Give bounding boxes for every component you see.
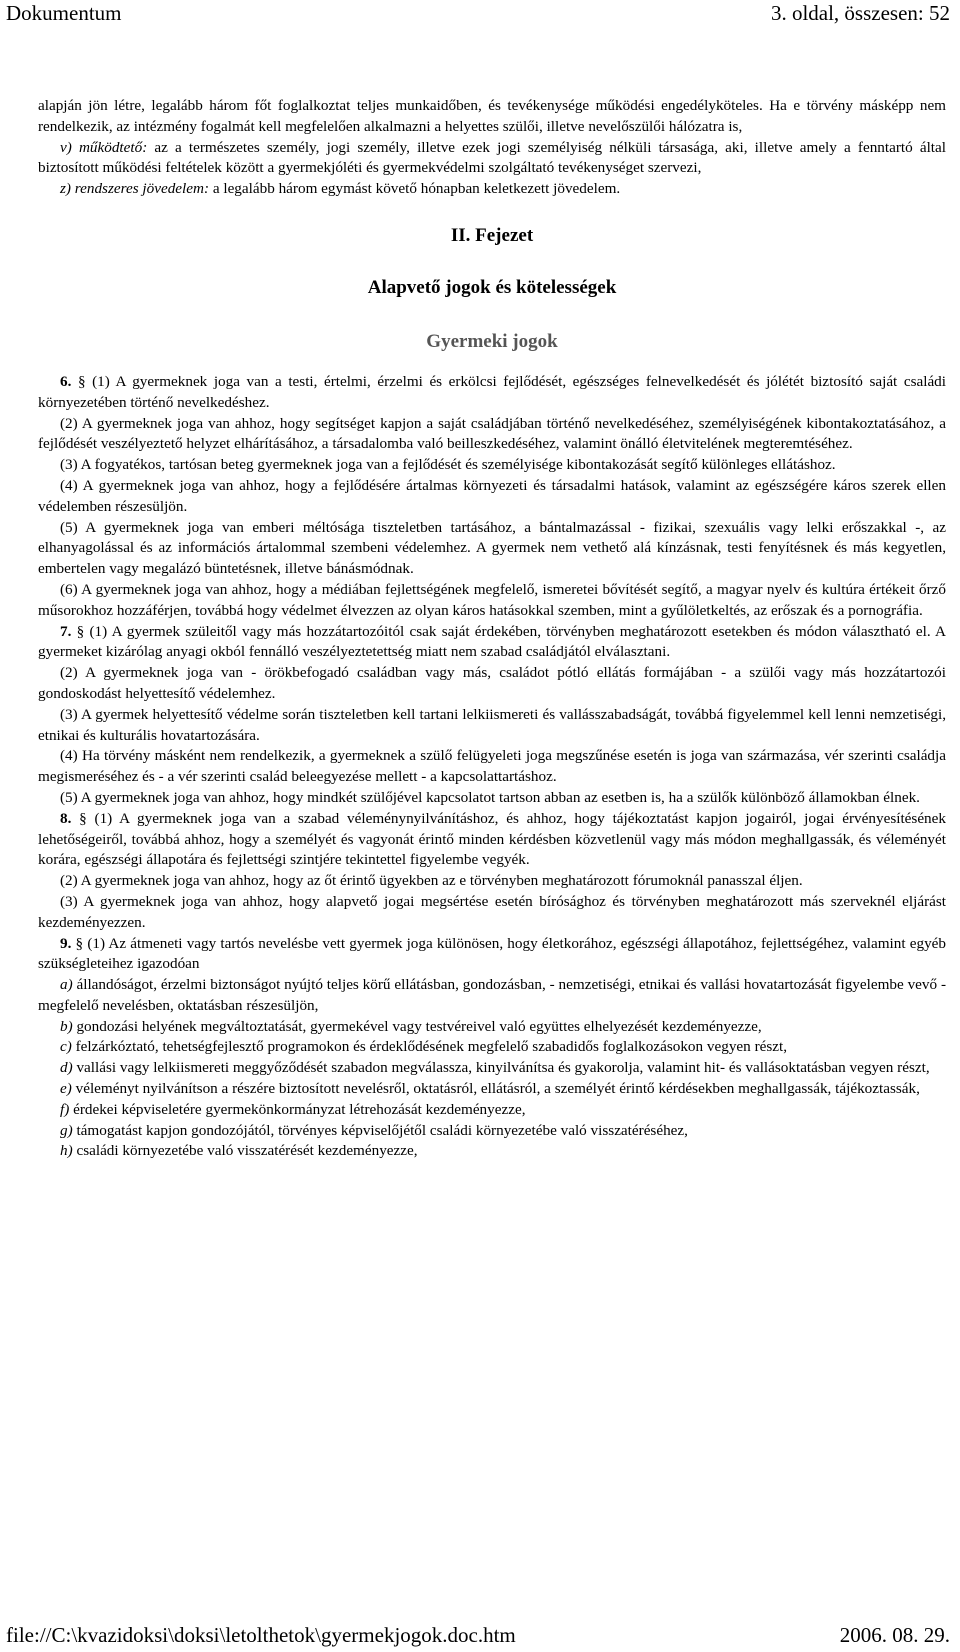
law-paragraph (38, 476, 946, 518)
item-text: gondozási helyének megváltoztatását, gyermekével vagy testvéreivel való együttes elhelyezését kezdeményezze, (72, 1017, 762, 1035)
list-item (38, 1058, 946, 1079)
section-number: 6. (60, 372, 72, 390)
file-path: file://C:\kvazidoksi\doksi\letolthetok\gyermekjogok.doc.htm (6, 1623, 516, 1647)
law-paragraph (38, 622, 946, 664)
document-body (38, 96, 946, 1162)
chapter-number: II. Fejezet (450, 224, 534, 246)
paragraph-text: (3) A gyermeknek joga van ahhoz, hogy alapvető jogai megsértése esetén bírósághoz és törvényben meghatározott más szerveknél eljárást kezdeményezzen. (38, 892, 946, 931)
paragraph-text: (4) A gyermeknek joga van ahhoz, hogy a fejlődésére ártalmas környezeti és társadalmi hatások, valamint az egészségére káros szerek ellen védelemben részesüljön. (38, 476, 946, 515)
list-item (38, 1079, 946, 1100)
page-header (6, 0, 950, 30)
item-text: érdekei képviseletére gyermekönkormányzat létrehozását kezdeményezze, (69, 1100, 526, 1118)
paragraph-text: (2) A gyermeknek joga van - örökbefogadó családban vagy más, családot pótló ellátás formájában - a szülői vagy más hozzátartozói gondoskodást helyettesítő védelemhez. (38, 664, 946, 702)
law-paragraph (38, 580, 946, 622)
paragraph-text: (3) A fogyatékos, tartósan beteg gyermeknek joga van a fejlődését és személyisége kibontakozását segítő különleges ellátáshoz. (60, 456, 836, 474)
list-item (38, 1017, 946, 1038)
definition-v (38, 138, 946, 180)
paragraph-text: § (1) A gyermeknek joga van a testi, értelmi, érzelmi és erkölcsi fejlődését, egészséges felnevelkedését és jólétét biztosító saját családi környezetében történő nevelkedéshez. (38, 372, 946, 411)
law-paragraph (38, 892, 946, 934)
item-letter: g) (60, 1121, 73, 1139)
item-letter: b) (60, 1017, 73, 1035)
law-paragraph (38, 414, 946, 456)
item-letter: f) (60, 1100, 70, 1118)
paragraph-text: (2) A gyermeknek joga van ahhoz, hogy az őt érintő ügyekben az e törvényben meghatározott fórumoknál panasszal éljen. (60, 872, 803, 890)
paragraph-text: § (1) A gyermeknek joga van a szabad véleménynyilvánításhoz, és ahhoz, hogy tájékoztatást kapjon jogairól, jogai érvényesítésének lehetőségeiről, továbbá ahhoz, hogy a személyét és vagyonát érintő minden kérdésben közvetlenül vagy más módon meghallgassák, és véleményét korára, egészségi állapotára és fejlettségi szintjére tekintettel figyelembe vegyék. (38, 809, 946, 869)
item-text: családi környezetébe való visszatérését kezdeményezze, (72, 1142, 418, 1160)
print-date: 2006. 08. 29. (839, 1623, 950, 1647)
definition-text: az a természetes személy, jogi személy, illetve ezek jogi személyiség nélküli társasága, aki, illetve amely a fenntartó által biztosított működési feltételek között a gyermekjóléti és gyermekvédelmi szolgáltató tevékenységet szervezi, (38, 138, 946, 177)
document-title: Dokumentum (6, 1, 122, 25)
law-paragraph (38, 705, 946, 747)
paragraph-text: (2) A gyermeknek joga van ahhoz, hogy segítséget kapjon a saját családjában történő nevelkedéséhez, személyiségének kibontakoztatásához, a fejlődését veszélyeztető helyzet elhárításához, a társadalomba való beilleszkedéséhez, valamint önálló életvitelének megteremtéséhez. (38, 414, 946, 453)
page-footer (6, 1622, 950, 1652)
law-paragraph (38, 518, 946, 580)
chapter-title: Alapvető jogok és kötelességek (367, 276, 617, 298)
item-letter: h) (60, 1142, 73, 1160)
item-text: támogatást kapjon gondozójától, törvényes képviselőjétől családi környezetébe való visszatéréséhez, (72, 1121, 688, 1139)
definition-term: v) működtető: (60, 138, 148, 156)
paragraph-text: (5) A gyermeknek joga van emberi méltósága tiszteletben tartásához, a bántalmazással - fizikai, szexuális vagy lelki erőszakkal -, az elhanyagolással és az információs ártalommal szembeni védelemhez. A gyermek nem vethető alá kínzásnak, testi fenyítésnek és más kegyetlen, embertelen vagy megalázó büntetésnek, illetve bánásmódnak. (38, 518, 946, 578)
section-number: 8. (60, 809, 72, 827)
item-letter: c) (60, 1038, 72, 1056)
definition-text: a legalább három egymást követő hónapban keletkezett jövedelem. (209, 180, 621, 198)
law-paragraph (38, 455, 946, 476)
law-paragraph (38, 788, 946, 809)
law-paragraph (38, 809, 946, 871)
item-letter: e) (60, 1080, 72, 1098)
list-item (38, 975, 946, 1017)
item-letter: a) (60, 976, 73, 994)
definition-term: z) rendszeres jövedelem: (60, 180, 210, 198)
item-list (38, 975, 946, 1162)
item-text: felzárkóztató, tehetségfejlesztő programokon és érdeklődésének megfelelő szabadidős foglalkozásokon vegyen részt, (71, 1038, 788, 1056)
law-paragraph (38, 746, 946, 788)
item-text: véleményt nyilvánítson a részére biztosított nevelésről, oktatásról, ellátásról, a személyét érintő kérdésekben meghallgassák, tájékoztassák, (71, 1080, 920, 1098)
list-item (38, 1100, 946, 1121)
item-letter: d) (60, 1059, 73, 1077)
item-text: állandóságot, érzelmi biztonságot nyújtó teljes körű ellátásban, gondozásban, - nemzetiségi, etnikai és vallási hovatartozását figyelembe vevő - megfelelő nevelésben, oktatásban részesüljön, (38, 976, 946, 1014)
paragraph-text: (4) Ha törvény másként nem rendelkezik, a gyermeknek a szülő felügyeleti joga megszűnése esetén is joga van származása, vér szerinti családja megismeréséhez és - a vér szerinti család beleegyezése mellett - a kapcsolattartáshoz. (38, 747, 946, 786)
paragraph-list (38, 372, 946, 975)
list-item (38, 1141, 946, 1162)
item-text: vallási vagy lelkiismereti meggyőződését szabadon megválassza, kinyilvánítsa és gyakorolja, valamint hit- és vallásoktatásban vegyen részt, (72, 1059, 930, 1077)
intro-paragraph: alapján jön létre, legalább három főt foglalkoztat teljes munkaidőben, és tevékenysége működési engedélyköteles. Ha e törvény másképp nem rendelkezik, az intézmény fogalmát kell megfelelően alkalmazni a helyettes szülői, illetve nevelőszülői hálózatra is, (38, 97, 946, 135)
law-paragraph (38, 663, 946, 705)
law-paragraph (38, 934, 946, 976)
section-title: Gyermeki jogok (426, 330, 558, 352)
law-paragraph (38, 372, 946, 414)
paragraph-text: (3) A gyermek helyettesítő védelme során tiszteletben kell tartani lelkiismereti és vallásszabadságát, továbbá figyelemmel kell lenni nemzetiségi, etnikai és kulturális hovatartozására. (38, 705, 946, 744)
paragraph-text: (5) A gyermeknek joga van ahhoz, hogy mindkét szülőjével kapcsolatot tartson abban az esetben is, ha a szülők különböző államokban élnek. (60, 788, 920, 806)
page-indicator: 3. oldal, összesen: 52 (770, 1, 950, 25)
law-paragraph (38, 871, 946, 892)
section-number: 9. (60, 934, 72, 952)
definition-z (38, 179, 946, 200)
paragraph-text: § (1) A gyermek szüleitől vagy más hozzátartozóitól csak saját érdekében, törvényben meghatározott esetekben és módon választható el. A gyermeket kizárólag anyagi okból fennálló veszélyeztetettség miatt nem szabad családjától elválasztani. (38, 622, 946, 661)
section-number: 7. (60, 622, 72, 640)
list-item (38, 1121, 946, 1142)
paragraph-text: (6) A gyermeknek joga van ahhoz, hogy a médiában fejlettségének megfelelő, ismeretei bővítését segítő, a magyar nyelv és kultúra értékeit őrző műsorokhoz hozzáférjen, továbbá hogy védelmet élvezzen az olyan káros hatásokkal szemben, mint a gyűlöletkeltés, az erőszak és a pornográfia. (38, 580, 946, 619)
list-item (38, 1037, 946, 1058)
paragraph-text: § (1) Az átmeneti vagy tartós nevelésbe vett gyermek joga különösen, hogy életkorához, egészségi állapotához, fejlettségéhez, valamint egyéb szükségleteihez igazodóan (38, 934, 946, 973)
